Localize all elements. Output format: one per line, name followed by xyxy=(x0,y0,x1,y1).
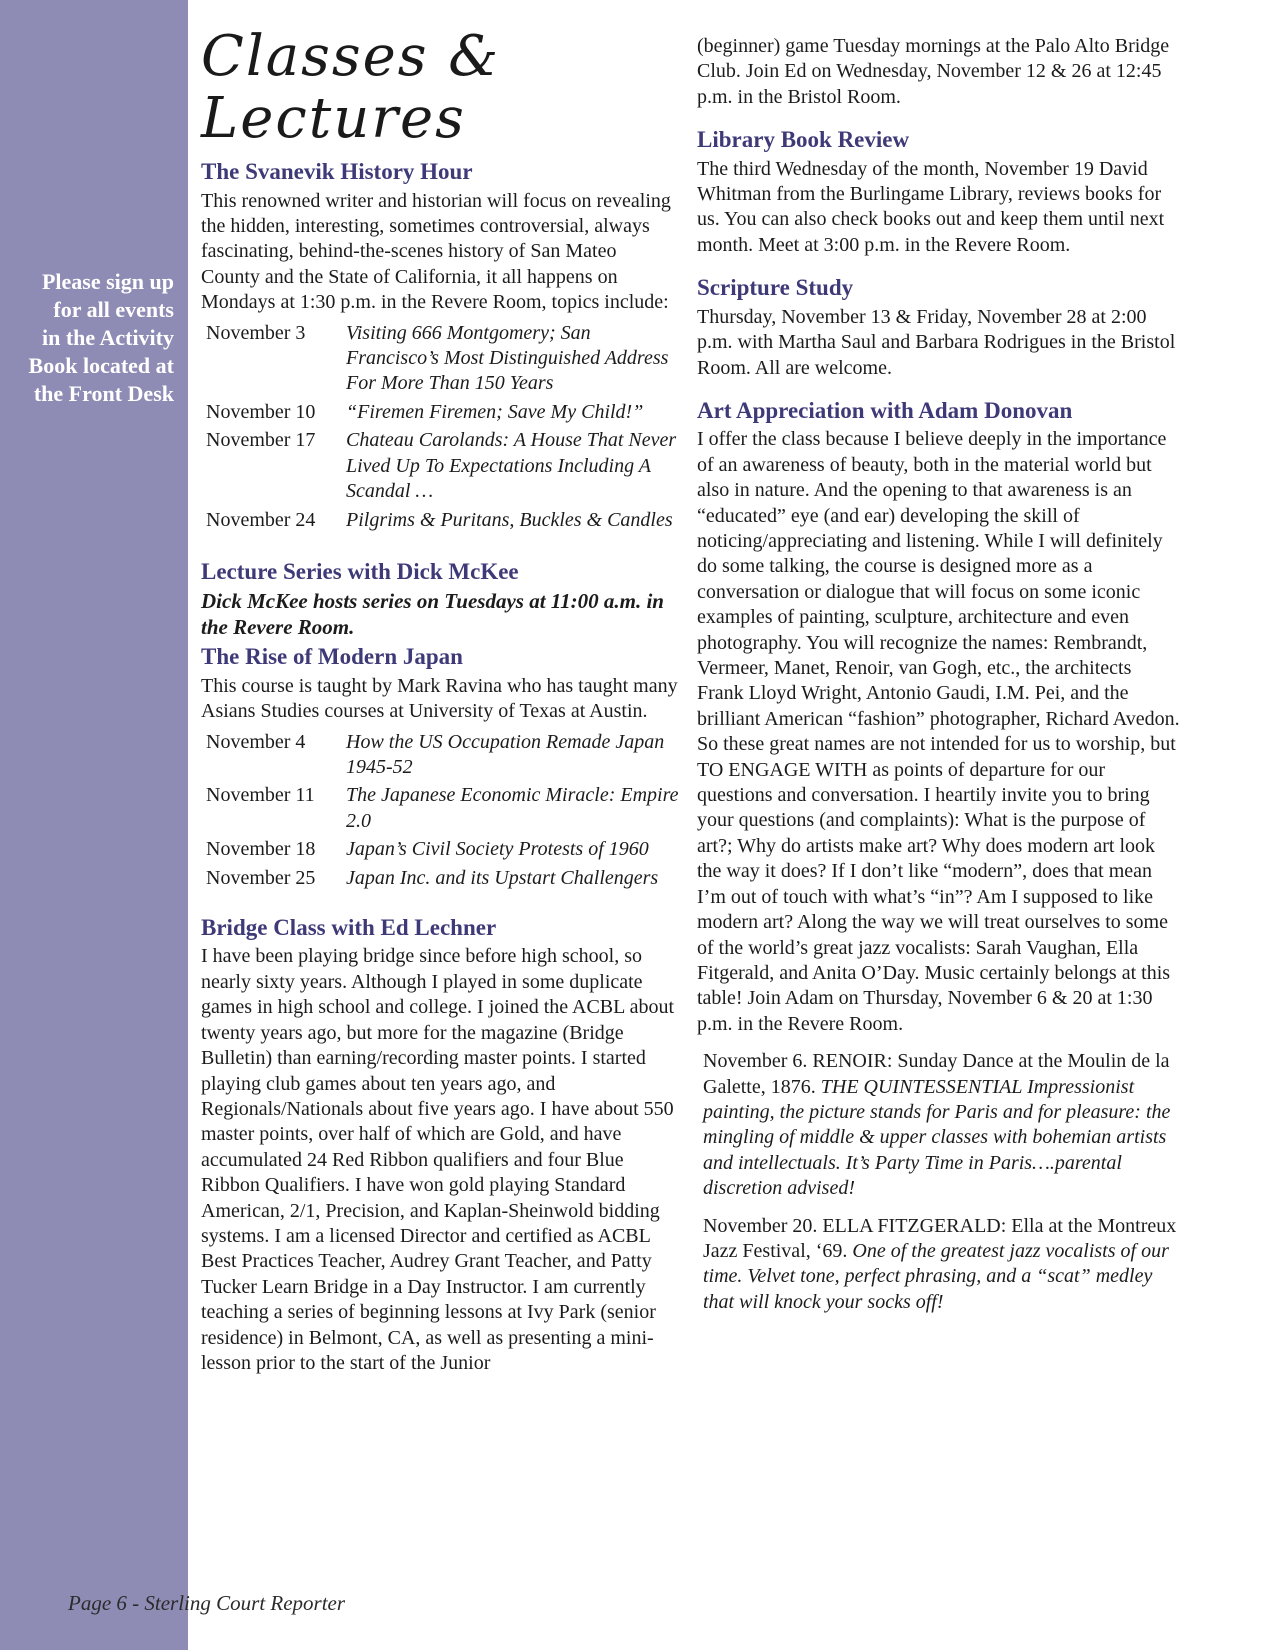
section-scripture-study xyxy=(697,275,1181,381)
event-date: November 11 xyxy=(206,784,315,807)
event-title: How the US Occupation Remade Japan 1945-52 xyxy=(346,730,665,778)
section-heading: Lecture Series with Dick McKee xyxy=(201,558,519,584)
event-row xyxy=(206,783,679,834)
event-list xyxy=(206,730,679,891)
bridge-class-continued: (beginner) game Tuesday mornings at the Palo Alto Bridge Club. Join Ed on Wednesday, November 12 & 26 at 12:45 p.m. in the Bristol Room. xyxy=(697,35,1170,108)
event-title: Chateau Carolands: A House That Never Lived Up To Expectations Including A Scandal … xyxy=(346,429,677,503)
right-column xyxy=(697,34,1181,1315)
ella-event-lead: November 20. ELLA FITZGERALD: Ella at the Montreux Jazz Festival, ‘69. xyxy=(703,1214,1177,1262)
renoir-event-lead: November 6. RENOIR: Sunday Dance at the Moulin de la Galette, 1876. xyxy=(703,1050,1170,1098)
sidebar-band xyxy=(0,0,188,1650)
section-heading: Bridge Class with Ed Lechner xyxy=(201,915,497,941)
section-body: Thursday, November 13 & Friday, November 28 at 2:00 p.m. with Martha Saul and Barbara Rodrigues in the Bristol Room. All are welcome. xyxy=(697,305,1176,379)
section-heading: Scripture Study xyxy=(697,275,854,301)
page-footer: Page 6 - Sterling Court Reporter xyxy=(68,1591,346,1615)
event-row xyxy=(206,837,679,862)
event-title: Japan’s Civil Society Protests of 1960 xyxy=(346,838,649,861)
ella-event-note xyxy=(703,1214,1181,1316)
event-row xyxy=(206,508,679,533)
event-date: November 3 xyxy=(206,321,306,344)
signup-note xyxy=(0,268,174,408)
renoir-event-description: THE QUINTESSENTIAL Impressionist painting, the picture stands for Paris and for pleasure: the mingling of middle & upper classes with bohemian artists and intellectuals. It’s Party Time in Paris….parental discretion advised! xyxy=(703,1075,1171,1200)
section-art-appreciation xyxy=(697,398,1181,1037)
section-library-book-review xyxy=(697,127,1181,258)
section-heading: Art Appreciation with Adam Donovan xyxy=(697,397,1073,423)
event-row xyxy=(206,400,679,425)
section-subheading: The Rise of Modern Japan xyxy=(201,644,463,670)
section-heading: The Svanevik History Hour xyxy=(201,159,473,185)
section-subtitle: Dick McKee hosts series on Tuesdays at 11:00 a.m. in the Revere Room. xyxy=(201,589,664,640)
event-row xyxy=(206,321,679,397)
signup-note-line: Please sign up xyxy=(41,269,174,294)
ella-event-description: One of the greatest jazz vocalists of our time. Velvet tone, perfect phrasing, and a “scat” medley that will knock your socks off! xyxy=(703,1239,1169,1313)
section-lecture-series-mckee xyxy=(201,559,679,891)
event-title: Pilgrims & Puritans, Buckles & Candles xyxy=(346,508,673,531)
section-body: This course is taught by Mark Ravina who has taught many Asians Studies courses at University of Texas at Austin. xyxy=(201,674,678,723)
renoir-event-note xyxy=(703,1049,1181,1201)
event-row xyxy=(206,866,679,891)
section-bridge-class xyxy=(201,915,679,1376)
section-body: This renowned writer and historian will focus on revealing the hidden, interesting, sometimes controversial, always fascinating, behind-the-scenes history of San Mateo County and the State of California, it all happens on Mondays at 1:30 p.m. in the Revere Room, topics include: xyxy=(201,189,671,314)
section-body: The third Wednesday of the month, November 19 David Whitman from the Burlingame Library, reviews books for us. You can also check books out and keep them until next month. Meet at 3:00 p.m. in the Revere Room. xyxy=(697,157,1165,256)
event-date: November 18 xyxy=(206,838,316,861)
event-date: November 17 xyxy=(206,429,316,452)
signup-note-line: the Front Desk xyxy=(33,381,174,406)
signup-note-line: for all events xyxy=(53,297,174,322)
event-date: November 24 xyxy=(206,508,316,531)
event-list xyxy=(206,321,679,533)
signup-note-line: Book located at xyxy=(28,353,174,378)
event-title: Visiting 666 Montgomery; San Francisco’s Most Distinguished Address For More Than 150 Years xyxy=(346,321,669,395)
section-body: I have been playing bridge since before high school, so nearly sixty years. Although I played in some duplicate games in high school and college. I joined the ACBL about twenty years ago, but more for the magazine (Bridge Bulletin) than earning/recording master points. I started playing club games about ten years ago, and Regionals/Nationals about five years ago. I have about 550 master points, over half of which are Gold, and have accumulated 24 Red Ribbon qualifiers and four Blue Ribbon Qualifiers. I have won gold playing Standard American, 2/1, Precision, and Kaplan-Sheinwold bidding systems. I am a licensed Director and certified as ACBL Best Practices Teacher, Audrey Grant Teacher, and Patty Tucker Learn Bridge in a Day Instructor. I am currently teaching a series of beginning lessons at Ivy Park (senior residence) in Belmont, CA, as well as presenting a mini-lesson prior to the start of the Junior xyxy=(201,945,675,1374)
page-title: Classes & Lectures xyxy=(201,24,501,151)
event-date: November 25 xyxy=(206,866,316,889)
event-title: “Firemen Firemen; Save My Child!” xyxy=(346,400,644,423)
event-row xyxy=(206,730,679,781)
section-heading: Library Book Review xyxy=(697,127,910,153)
event-date: November 10 xyxy=(206,400,316,423)
section-body: I offer the class because I believe deeply in the importance of an awareness of beauty, both in the material world but also in nature. And the opening to that awareness is an “educated” eye (and ear) developing the skill of noticing/appreciating and listening. While I will definitely do some talking, the course is designed more as a conversation or dialogue that will focus on some iconic examples of painting, sculpture, architecture and even photography. You will recognize the names: Rembrandt, Vermeer, Manet, Renoir, van Gogh, etc., the architects Frank Lloyd Wright, Antonio Gaudi, I.M. Pei, and the brilliant American “fashion” photographer, Richard Avedon. So these great names are not intended for us to worship, but TO ENGAGE WITH as points of departure for our questions and conversation. I heartily invite you to bring your questions (and complaints): What is the purpose of art?; Why do artists make art? Why does modern art look the way it does? If I don’t like “modern”, does that mean I’m out of touch with what’s “in”? Am I supposed to like modern art? Along the way we will treat ourselves to some of the world’s great jazz vocalists: Sarah Vaughan, Ella Fitgerald, and Anita O’Day. Music certainly belongs at this table! Join Adam on Thursday, November 6 & 20 at 1:30 p.m. in the Revere Room. xyxy=(697,428,1180,1035)
event-title: The Japanese Economic Miracle: Empire 2.0 xyxy=(346,784,679,832)
section-svanevik-history-hour xyxy=(201,159,679,533)
event-title: Japan Inc. and its Upstart Challengers xyxy=(346,866,659,889)
event-row xyxy=(206,428,679,504)
signup-note-line: in the Activity xyxy=(42,325,174,350)
event-date: November 4 xyxy=(206,730,306,753)
left-column xyxy=(201,26,679,1376)
